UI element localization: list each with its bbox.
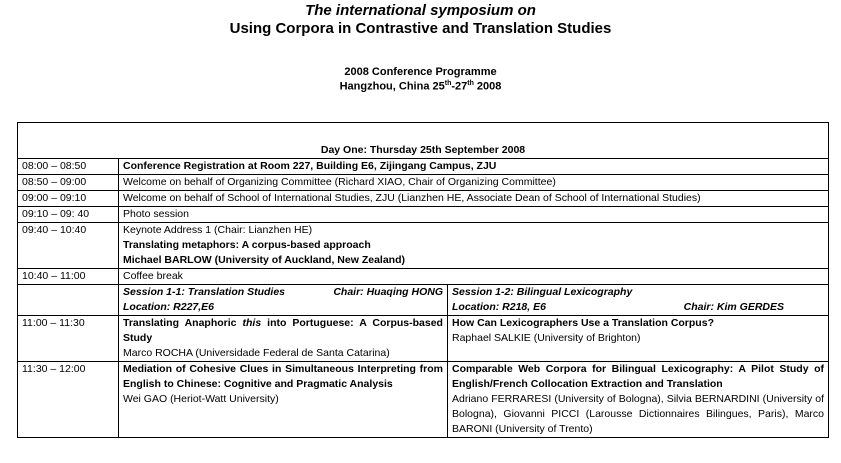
paper-author: Marco ROCHA (Universidade Federal de Santa Catarina) — [123, 347, 390, 359]
programme-title: 2008 Conference Programme — [344, 66, 497, 78]
programme-table — [17, 122, 829, 438]
keynote-speaker: Michael BARLOW (University of Auckland, New Zealand) — [123, 254, 405, 266]
paper-title: Mediation of Cohesive Clues in Simultaneous Interpreting from English to Chinese: Cognitive and Pragmatic Analysis — [123, 363, 443, 390]
paper-author: Raphael SALKIE (University of Brighton) — [452, 332, 641, 344]
table-row — [18, 159, 829, 175]
time-cell: 11:30 – 12:00 — [18, 362, 119, 438]
time-cell: 09:10 – 09: 40 — [18, 207, 119, 223]
table-row — [18, 223, 829, 269]
paper-cell — [448, 316, 829, 362]
keynote-label: Keynote Address 1 (Chair: Lianzhen HE) — [123, 224, 313, 236]
session-1-1-chair: Chair: Huaqing HONG — [333, 286, 443, 298]
session-1-2-title: Session 1-2: Bilingual Lexicography — [452, 286, 633, 298]
paper-cell — [119, 316, 448, 362]
table-row — [18, 362, 829, 438]
paper-author: Wei GAO (Heriot-Watt University) — [123, 393, 279, 405]
time-cell: 09:40 – 10:40 — [18, 223, 119, 269]
paper-cell — [448, 362, 829, 438]
keynote-cell — [119, 223, 829, 269]
time-cell: 08:00 – 08:50 — [18, 159, 119, 175]
keynote-title: Translating metaphors: A corpus-based approach — [123, 239, 371, 251]
table-row — [18, 175, 829, 191]
table-row — [18, 207, 829, 223]
symposium-subtitle: The international symposium on — [305, 2, 536, 19]
paper-title: How Can Lexicographers Use a Translation Corpus? — [452, 317, 714, 329]
session-header-row — [18, 285, 829, 316]
table-row — [18, 316, 829, 362]
session-1-1-title: Session 1-1: Translation Studies — [123, 286, 286, 298]
empty-time-cell — [18, 285, 119, 316]
day-heading-row — [18, 123, 829, 159]
event-cell: Coffee break — [119, 269, 829, 285]
session-1-1-location: Location: R227,E6 — [123, 301, 215, 313]
table-row — [18, 191, 829, 207]
paper-author: Adriano FERRARESI (University of Bologna), Silvia BERNARDINI (University of Bologna), Giovanni PICCI (Larousse Dictionnaires Bilingues, Paris), Marco BARONI (University of Trento) — [452, 393, 824, 435]
table-row — [18, 269, 829, 285]
session-1-1-header — [119, 285, 448, 316]
event-cell: Welcome on behalf of School of International Studies, ZJU (Lianzhen HE, Associate Dean of School of International Studies) — [119, 191, 829, 207]
symposium-title: Using Corpora in Contrastive and Translation Studies — [229, 20, 612, 37]
paper-cell — [119, 362, 448, 438]
day-heading: Day One: Thursday 25th September 2008 — [18, 123, 829, 159]
event-cell: Photo session — [119, 207, 829, 223]
session-1-2-location: Location: R218, E6 — [452, 301, 546, 313]
time-cell: 08:50 – 09:00 — [18, 175, 119, 191]
session-1-2-header — [448, 285, 829, 316]
paper-title: Translating Anaphoric this into Portuguese: A Corpus-based Study — [123, 317, 443, 344]
paper-title: Comparable Web Corpora for Bilingual Lexicography: A Pilot Study of English/French Collocation Extraction and Translation — [452, 363, 824, 390]
time-cell: 09:00 – 09:10 — [18, 191, 119, 207]
event-cell: Conference Registration at Room 227, Building E6, Zijingang Campus, ZJU — [119, 159, 829, 175]
time-cell: 11:00 – 11:30 — [18, 316, 119, 362]
programme-location: Hangzhou, China 25th-27th 2008 — [339, 80, 502, 93]
event-cell: Welcome on behalf of Organizing Committee (Richard XIAO, Chair of Organizing Committee) — [119, 175, 829, 191]
time-cell: 10:40 – 11:00 — [18, 269, 119, 285]
session-1-2-chair: Chair: Kim GERDES — [683, 301, 784, 313]
